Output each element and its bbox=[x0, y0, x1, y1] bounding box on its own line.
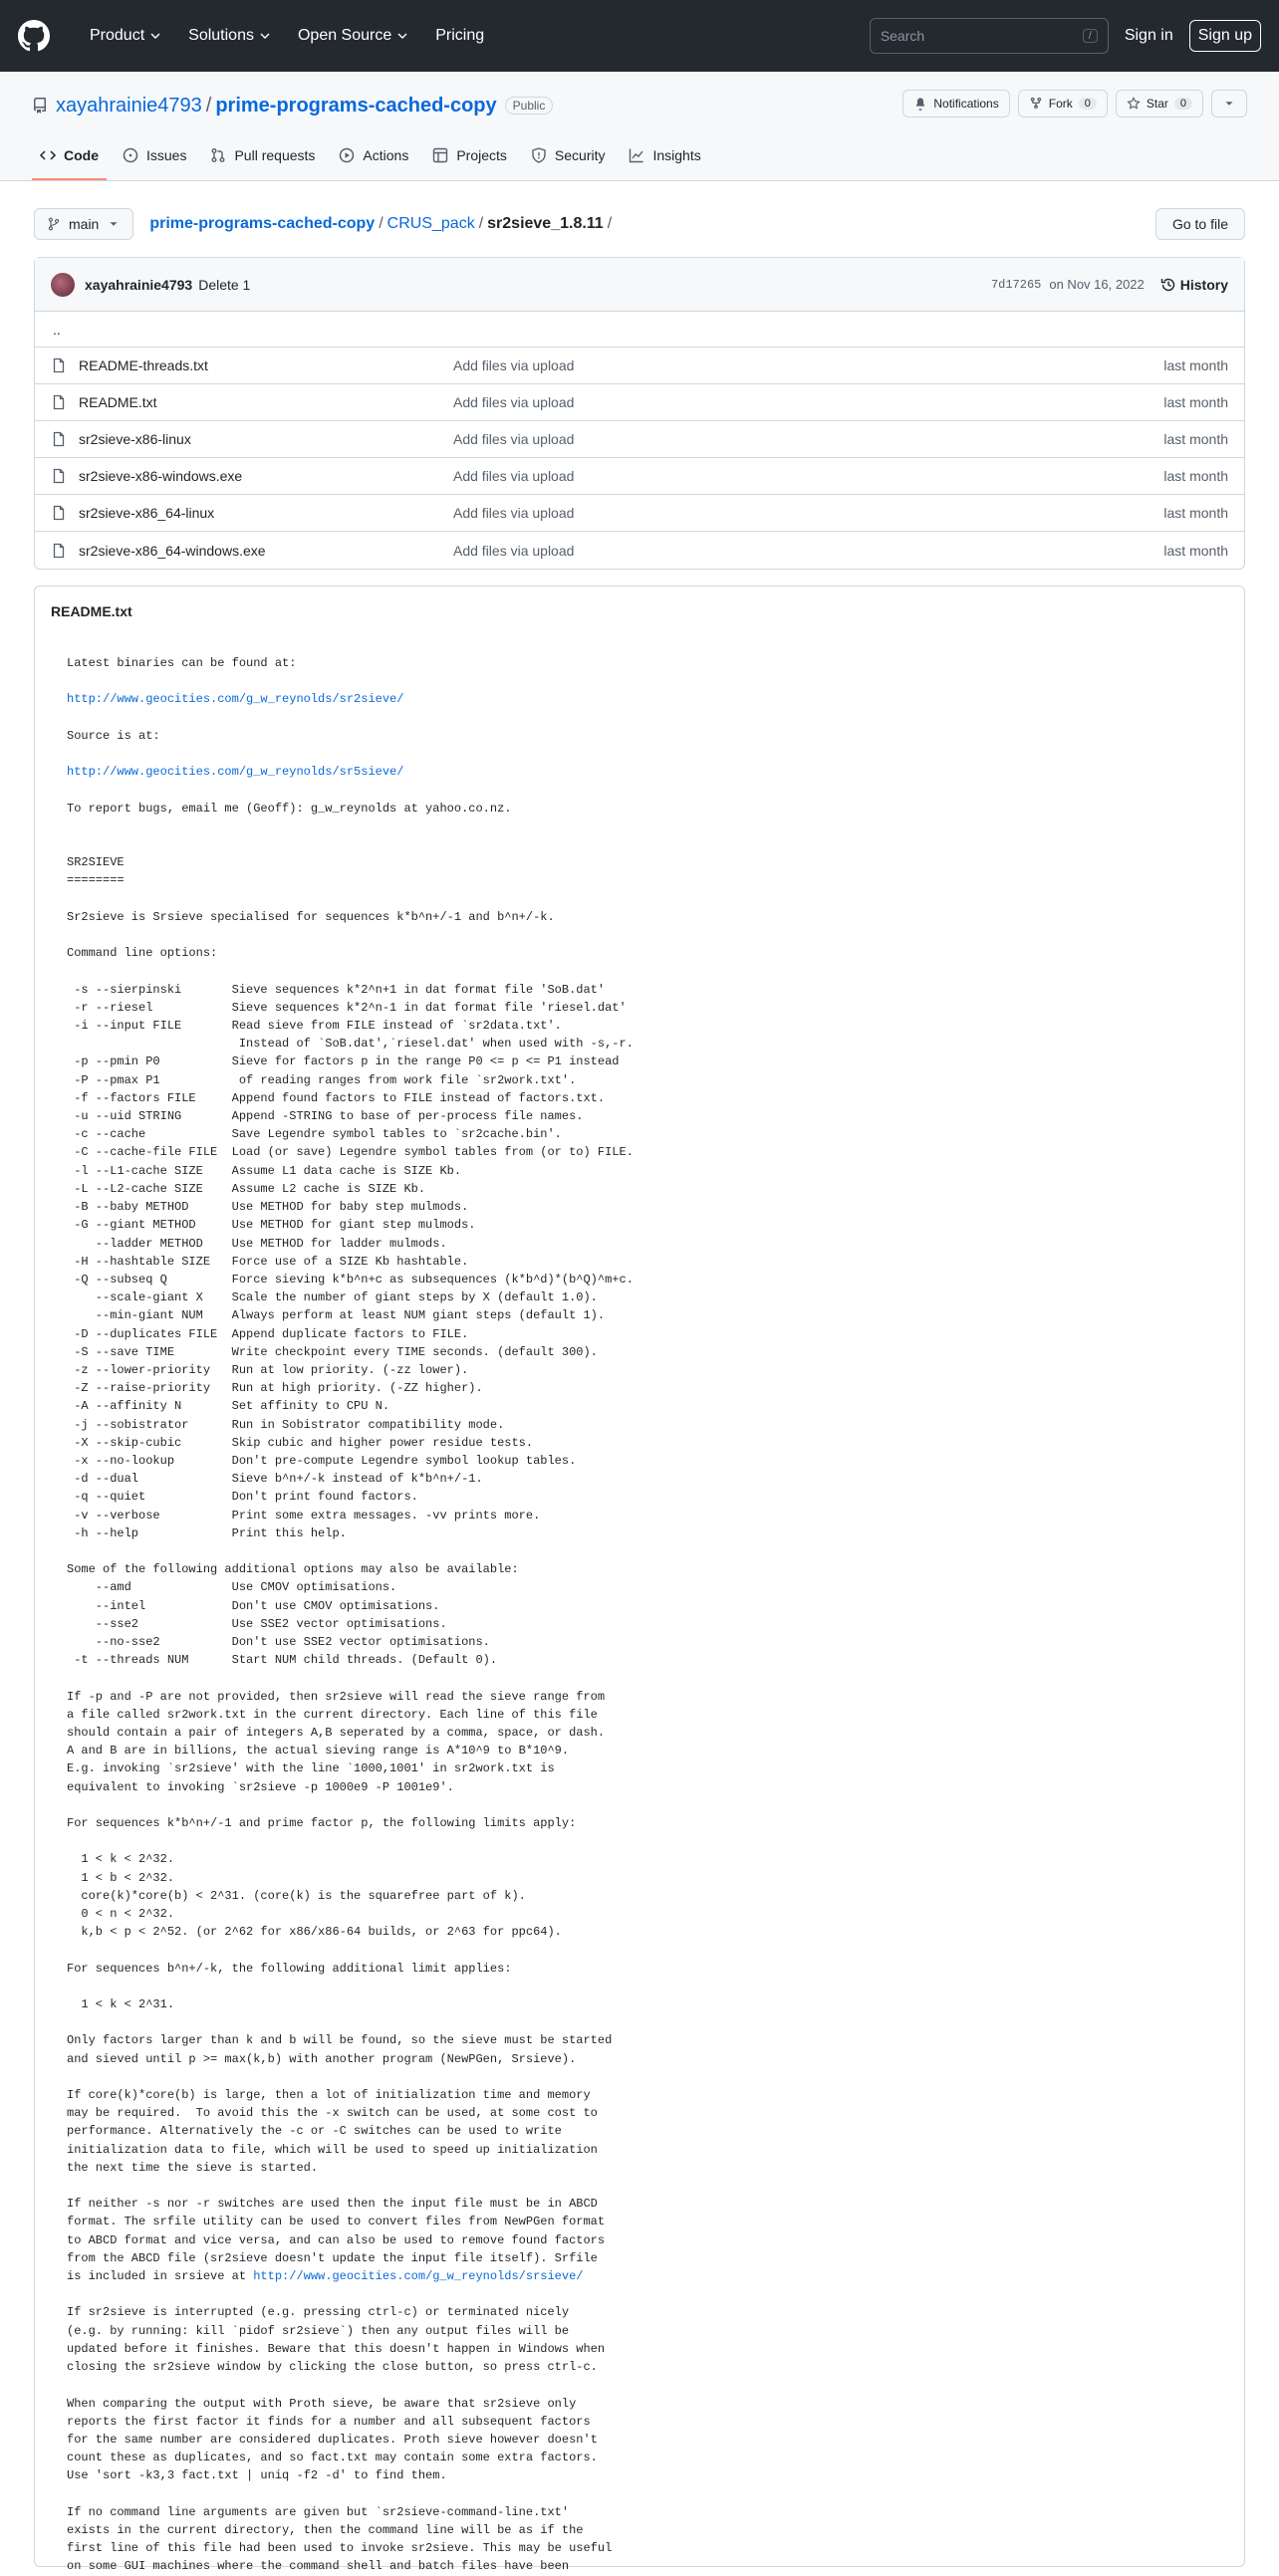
file-age: last month bbox=[1163, 431, 1228, 447]
readme-content bbox=[67, 654, 1212, 2576]
fork-icon bbox=[1029, 97, 1043, 111]
tab-insights[interactable]: Insights bbox=[621, 132, 708, 180]
breadcrumb-bar bbox=[34, 207, 1245, 241]
commit-sha-link[interactable]: 7d17265 bbox=[990, 277, 1042, 292]
triangle-down-icon bbox=[107, 217, 121, 231]
readme-srsieve-link[interactable]: http://www.geocities.com/g_w_reynolds/srsieve/ bbox=[253, 2269, 584, 2284]
nav-open-source[interactable]: Open Source bbox=[298, 27, 407, 45]
triangle-down-icon bbox=[1222, 97, 1236, 111]
fork-button[interactable]: Fork 0 bbox=[1018, 90, 1108, 117]
readme-text: Source is at: bbox=[67, 728, 160, 743]
bell-icon bbox=[913, 97, 927, 111]
commit-author-link[interactable]: xayahrainie4793 bbox=[85, 276, 193, 293]
search-shortcut-badge: / bbox=[1083, 29, 1098, 43]
sign-in-link[interactable]: Sign in bbox=[1124, 27, 1173, 44]
table-icon bbox=[432, 147, 448, 163]
file-commit-message[interactable]: Add files via upload bbox=[453, 357, 575, 373]
star-button[interactable]: Star 0 bbox=[1116, 90, 1203, 117]
commit-message-link[interactable]: Delete 1 bbox=[198, 276, 251, 293]
file-list bbox=[34, 257, 1245, 570]
readme-title: README.txt bbox=[51, 603, 132, 619]
star-dropdown-button[interactable] bbox=[1211, 90, 1247, 117]
pull-request-icon bbox=[210, 147, 226, 163]
issue-icon bbox=[123, 147, 138, 163]
nav-product[interactable]: Product bbox=[90, 27, 160, 45]
file-icon bbox=[51, 394, 67, 410]
search-box[interactable] bbox=[870, 18, 1109, 54]
file-name-link[interactable]: README-threads.txt bbox=[79, 357, 208, 373]
repo-actions bbox=[902, 90, 1247, 117]
file-name-link[interactable]: sr2sieve-x86-linux bbox=[79, 431, 191, 447]
repo-tabs bbox=[32, 132, 709, 180]
file-name-link[interactable]: sr2sieve-x86_64-windows.exe bbox=[79, 542, 266, 559]
file-commit-message[interactable]: Add files via upload bbox=[453, 468, 575, 484]
parent-directory-link[interactable]: .. bbox=[35, 312, 1244, 348]
chevron-down-icon bbox=[397, 31, 407, 41]
visibility-badge: Public bbox=[505, 97, 554, 115]
chevron-down-icon bbox=[260, 31, 270, 41]
breadcrumb-repo-link[interactable]: prime-programs-cached-copy bbox=[149, 215, 376, 232]
file-age: last month bbox=[1163, 542, 1228, 559]
repo-icon bbox=[32, 98, 48, 114]
breadcrumb-current: sr2sieve_1.8.11 bbox=[487, 215, 604, 232]
file-icon bbox=[51, 505, 67, 521]
history-icon bbox=[1160, 277, 1176, 293]
readme-source-link[interactable]: http://www.geocities.com/g_w_reynolds/sr5sieve/ bbox=[67, 765, 404, 780]
file-row[interactable] bbox=[35, 532, 1244, 569]
file-age: last month bbox=[1163, 468, 1228, 484]
file-name-link[interactable]: sr2sieve-x86-windows.exe bbox=[79, 468, 243, 484]
file-row[interactable] bbox=[35, 495, 1244, 532]
readme-text: If sr2sieve is interrupted (e.g. pressing ctrl-c) or terminated nicely (e.g. by running: kill `pidof sr2sieve`) then any output files will be updated before it finishes. Beware that this doesn't happen in Windows when closing the sr2sieve window by clicking the close button, so press ctrl-c. When comparing the output with Proth sieve, be aware that sr2sieve only reports the first factor it finds for a number and all subsequent factors for the same number are considered duplicates. Proth sieve however doesn't count these as duplicates, and so fact.txt may contain some extra factors. Use 'sort -k3,3 fact.txt | uniq -f2 -d' to find them. If no command line arguments are given but `sr2sieve-command-line.txt' exists in the current directory, then the command line will be as if the first line of this file had been used to invoke sr2sieve. This may be useful on some GUI machines where the command shell and batch files have been bbox=[67, 2305, 613, 2574]
nav-solutions[interactable]: Solutions bbox=[188, 27, 270, 45]
tab-issues[interactable]: Issues bbox=[115, 132, 194, 180]
tab-code[interactable]: Code bbox=[32, 132, 107, 180]
star-count: 0 bbox=[1174, 98, 1192, 110]
chevron-down-icon bbox=[150, 31, 160, 41]
file-icon bbox=[51, 357, 67, 373]
star-icon bbox=[1127, 97, 1141, 111]
tab-actions[interactable]: Actions bbox=[331, 132, 416, 180]
history-link[interactable]: History bbox=[1160, 277, 1228, 293]
global-header bbox=[0, 0, 1279, 72]
file-row[interactable] bbox=[35, 458, 1244, 495]
file-commit-message[interactable]: Add files via upload bbox=[453, 394, 575, 410]
file-row[interactable] bbox=[35, 421, 1244, 458]
file-icon bbox=[51, 468, 67, 484]
file-commit-message[interactable]: Add files via upload bbox=[453, 542, 575, 559]
breadcrumb-separator: / bbox=[379, 215, 384, 232]
breadcrumb-folder-link[interactable]: CRUS_pack bbox=[386, 215, 475, 232]
github-logo-icon[interactable] bbox=[18, 20, 50, 52]
nav-pricing[interactable]: Pricing bbox=[435, 27, 485, 44]
breadcrumb bbox=[149, 215, 616, 233]
breadcrumb-separator: / bbox=[607, 215, 613, 232]
graph-icon bbox=[629, 147, 644, 163]
file-age: last month bbox=[1163, 357, 1228, 373]
file-icon bbox=[51, 431, 67, 447]
commit-date: on Nov 16, 2022 bbox=[1049, 277, 1145, 292]
shield-icon bbox=[531, 147, 547, 163]
repo-owner-link[interactable]: xayahrainie4793 bbox=[56, 94, 202, 117]
readme-text: To report bugs, email me (Geoff): g_w_reynolds at yahoo.co.nz. SR2SIEVE ======== Sr2sieve is Srsieve specialised for sequences k*b^n+/-1 and b^n+/-k. Command line options: -s --sierpinski Sieve sequences k*2^n+1 in dat format file 'SoB.dat' -r --riesel Sieve sequences k*2^n-1 in dat format file 'riesel.dat' -i --input FILE Read sieve from FILE instead of `sr2data.txt'. Instead of `SoB.dat',`riesel.dat' when used with -s,-r. -p --pmin P0 Sieve for factors p in the range P0 <= p <= P1 instead -P --pmax P1 of reading ranges from work file `sr2work.txt'. -f --factors FILE Append found factors to FILE instead of factors.txt. -u --uid STRING Append -STRING to base of per-process file names. -c --cache Save Legendre symbol tables to `sr2cache.bin'. -C --cache-file FILE Load (or save) Legendre symbol tables from (or to) FILE. -l --L1-cache SIZE Assume L1 data cache is SIZE Kb. -L --L2-cache SIZE Assume L2 cache is SIZE Kb. -B --baby METHOD Use METHOD for baby step mulmods. -G --giant METHOD Use METHOD for giant step mulmods. --ladder METHOD Use METHOD for ladder mulmods. -H --hashtable SIZE Force use of a SIZE Kb hashtable. -Q --subseq Q Force sieving k*b^n+c as subsequences (k*b^d)*(b^Q)^m+c. --scale-giant X Scale the number of giant steps by X (default 1.0). --min-giant NUM Always perform at least NUM giant steps (default 1). -D --duplicates FILE Append duplicate factors to FILE. -S --save TIME Write checkpoint every TIME seconds. (default 300). -z --lower-priority Run at low priority. (-zz lower). -Z --raise-priority Run at high priority. (-ZZ higher). -A --affinity N Set affinity to CPU N. -j --sobistrator Run in Sobistrator compatibility mode. -X --skip-cubic Skip cubic and higher power residue tests. -x --no-lookup Don't pre-compute Legendre symbol lookup tables. -d --dual Sieve b^n+/-k instead of k*b^n+/-1. -q --quiet Don't print found factors. -v --verbose Print some extra messages. -vv prints more. -h --help Print this help. Some of the following additional options may also be available: --amd Use CMOV optimisations. --intel Don't use CMOV optimisations. --sse2 Use SSE2 vector optimisations. --no-sse2 Don't use SSE2 vector optimisations. -t --threads NUM Start NUM child threads. (Default 0). If -p and -P are not provided, then sr2sieve will read the sieve range from a file called sr2work.txt in the current directory. Each line of this file should contain a pair of integers A,B seperated by a comma, space, or dash. A and B are in billions, the actual sieving range is A*10^9 to B*10^9. E.g. invoking `sr2sieve' with the line `1000,1001' in sr2work.txt is equivalent to invoking `sr2sieve -p 1000e9 -P 1001e9'. For sequences k*b^n+/-1 and prime factor p, the following limits apply: 1 < k < 2^32. 1 < b < 2^32. core(k)*core(b) < 2^31. (core(k) is the squarefree part of k). 0 < n < 2^32. k,b < p < 2^52. (or 2^62 for x86/x86-64 builds, or 2^63 for ppc64). For sequences b^n+/-k, the following additional limit applies: 1 < k < 2^31. Only factors larger than k and b will be found, so the sieve must be started and sieved until p >= max(k,b) with another program (NewPGen, Srsieve). If core(k)*core(b) is large, then a lot of initialization time and memory may be required. To avoid this the -x switch can be used, at some cost to performance. Alternatively the -c or -C switches can be used to write initialization data to file, which will be used to speed up initialization the next time the sieve is started. If neither -s nor -r switches are used then the input file must be in ABCD format. The srfile utility can be used to convert files from NewPGen format to ABCD format and vice versa, and can also be used to remove found factors from the ABCD file (sr2sieve doesn't update the input file itself). Srfile is included in srsieve at bbox=[67, 801, 634, 2284]
file-age: last month bbox=[1163, 394, 1228, 410]
fork-count: 0 bbox=[1079, 98, 1097, 110]
repo-header bbox=[0, 72, 1279, 181]
file-commit-message[interactable]: Add files via upload bbox=[453, 431, 575, 447]
notifications-button[interactable]: Notifications bbox=[902, 90, 1009, 117]
readme-text: Latest binaries can be found at: bbox=[67, 656, 297, 670]
tab-pull-requests[interactable]: Pull requests bbox=[202, 132, 323, 180]
tab-projects[interactable]: Projects bbox=[424, 132, 515, 180]
repo-name-link[interactable]: prime-programs-cached-copy bbox=[215, 94, 497, 117]
file-name-link[interactable]: sr2sieve-x86_64-linux bbox=[79, 505, 215, 521]
go-to-file-button[interactable]: Go to file bbox=[1155, 208, 1245, 240]
file-icon bbox=[51, 543, 67, 559]
search-input[interactable] bbox=[881, 28, 1083, 44]
avatar[interactable] bbox=[51, 273, 75, 297]
repo-separator: / bbox=[205, 94, 212, 117]
play-icon bbox=[339, 147, 355, 163]
sign-up-button[interactable]: Sign up bbox=[1189, 20, 1261, 52]
branch-icon bbox=[47, 217, 61, 231]
global-nav bbox=[90, 27, 484, 45]
file-age: last month bbox=[1163, 505, 1228, 521]
file-row[interactable] bbox=[35, 384, 1244, 421]
code-icon bbox=[40, 147, 56, 163]
readme-panel bbox=[34, 585, 1245, 2574]
file-name-link[interactable]: README.txt bbox=[79, 394, 157, 410]
latest-commit-row bbox=[35, 258, 1244, 312]
tab-security[interactable]: Security bbox=[523, 132, 614, 180]
commit-meta bbox=[991, 277, 1228, 293]
branch-selector[interactable]: main bbox=[34, 208, 133, 240]
file-row[interactable] bbox=[35, 348, 1244, 384]
readme-binaries-link[interactable]: http://www.geocities.com/g_w_reynolds/sr2sieve/ bbox=[67, 692, 404, 707]
file-commit-message[interactable]: Add files via upload bbox=[453, 505, 575, 521]
breadcrumb-separator: / bbox=[478, 215, 484, 232]
